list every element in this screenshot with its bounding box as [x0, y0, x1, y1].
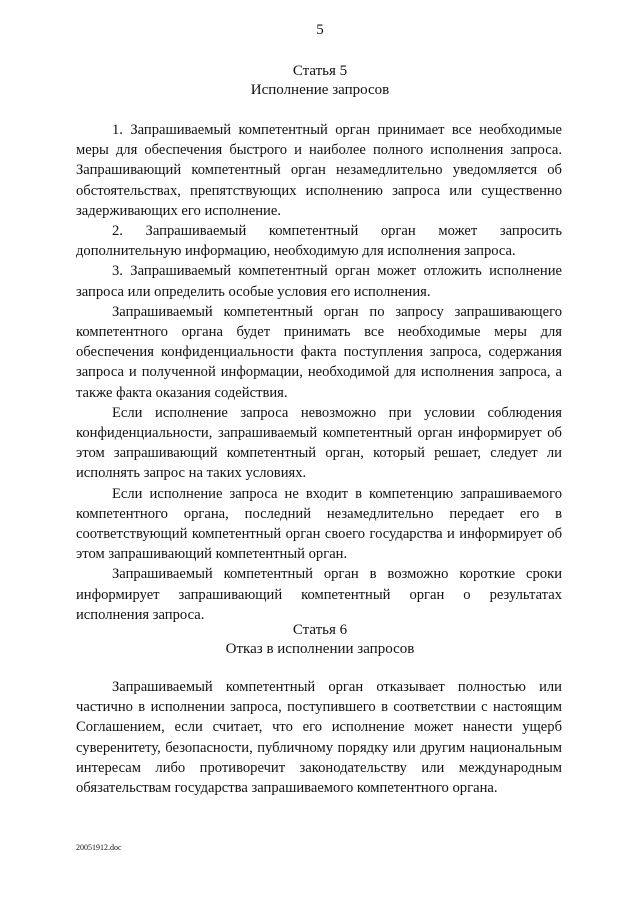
article-6-heading	[0, 621, 640, 659]
article-5-paragraph-5: Если исполнение запроса невозможно при условии соблюдения конфиденциальности, запрашиваемый компетентный орган информирует об этом запрашивающий компетентный орган, который решает, следует ли исполнять запрос на таких условиях.	[76, 404, 562, 482]
article-6-body	[76, 677, 562, 798]
article-5-subtitle: Исполнение запросов	[250, 82, 390, 98]
page-number: 5	[316, 22, 324, 38]
article-5-title: Статья 5	[292, 63, 348, 79]
article-5-paragraph-2: 2. Запрашиваемый компетентный орган может запросить дополнительную информацию, необходимую для исполнения запроса.	[76, 223, 562, 260]
article-5-paragraph-1: 1. Запрашиваемый компетентный орган принимает все необходимые меры для обеспечения быстрого и наиболее полного исполнения запроса. Запрашивающий компетентный орган незамедлительно уведомляется об обстоятельствах, препятствующих исполнению запроса или существенно задерживающих его исполнение.	[76, 122, 562, 219]
article-5-heading	[0, 62, 640, 100]
article-6-subtitle: Отказ в исполнении запросов	[225, 641, 415, 657]
article-6-paragraph-1: Запрашиваемый компетентный орган отказывает полностью или частично в исполнении запроса, поступившего в соответствии с настоящим Соглашением, если считает, что его исполнение может нанести ущерб суверенитету, безопасности, публичному порядку или другим национальным интересам либо противоречит законодательству или международным обязательствам государства запрашиваемого компетентного органа.	[76, 679, 562, 797]
article-5-paragraph-6: Если исполнение запроса не входит в компетенцию запрашиваемого компетентного органа, последний незамедлительно передает его в соответствующий компетентный орган своего государства и информирует об этом запрашивающий компетентный орган.	[76, 485, 562, 563]
footer-filename: 20051912.doc	[76, 843, 122, 852]
article-5-body	[76, 120, 562, 625]
article-6-title: Статья 6	[292, 622, 348, 638]
article-5-paragraph-4: Запрашиваемый компетентный орган по запросу запрашивающего компетентного органа будет принимать все необходимые меры для обеспечения конфиденциальности факта поступления запроса, содержания запроса и полученной информации, необходимой для исполнения запроса, а также факта оказания содействия.	[76, 303, 562, 401]
article-5-paragraph-3: 3. Запрашиваемый компетентный орган может отложить исполнение запроса или определить особые условия его исполнения.	[76, 263, 562, 300]
article-5-paragraph-7: Запрашиваемый компетентный орган в возможно короткие сроки информирует запрашивающий компетентный орган о результатах исполнения запроса.	[76, 566, 562, 623]
